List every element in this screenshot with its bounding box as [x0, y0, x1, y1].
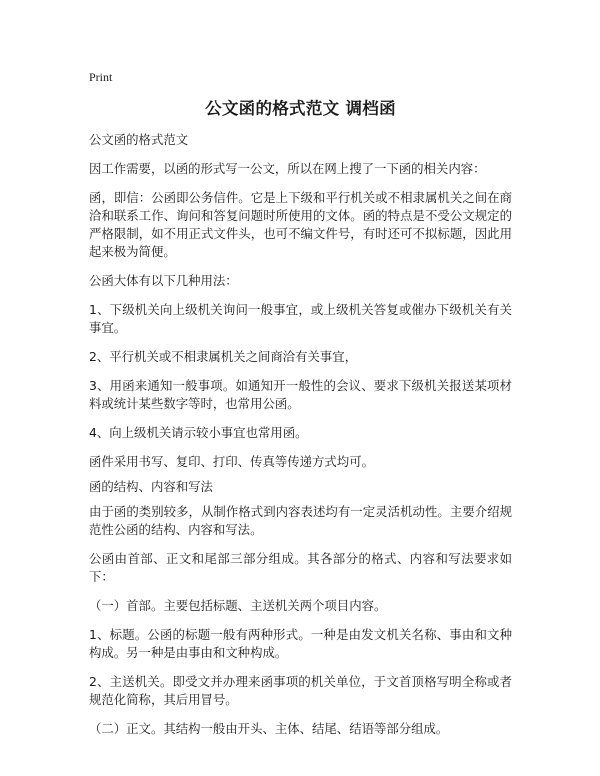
document-title: 公文函的格式范文 调档函: [205, 99, 396, 118]
paragraph-usage-2: 2、平行机关或不相隶属机关之间商洽有关事宜，: [89, 349, 358, 364]
paragraph-usage-heading: 公函大体有以下几种用法：: [89, 273, 238, 288]
paragraph-recipient-item: 2、主送机关。即受文并办理来函事项的机关单位，于文首顶格写明全称或者规范化简称，其后用冒号。: [89, 674, 512, 707]
print-label: Print: [89, 70, 113, 84]
paragraph-subtitle: 公文函的格式范文: [89, 132, 189, 147]
paragraph-header-section: （一）首部。主要包括标题、主送机关两个项目内容。: [89, 598, 387, 613]
paragraph-usage-4: 4、向上级机关请示较小事宜也常用函。: [89, 425, 308, 440]
paragraph-usage-3: 3、用函来通知一般事项。如通知开一般性的会议、要求下级机关报送某项材料或统计某些数字等时，也常用公函。: [89, 378, 512, 411]
paragraph-composition: 公函由首部、正文和尾部三部分组成。其各部分的格式、内容和写法要求如下：: [89, 551, 512, 584]
paragraph-structure-intro: 由于函的类别较多，从制作格式到内容表述均有一定灵活机动性。主要介绍规范性公函的结构、内容和写法。: [89, 504, 512, 537]
paragraph-intro: 因工作需要，以函的形式写一公文，所以在网上搜了一下函的相关内容：: [89, 161, 486, 176]
paragraph-structure-heading: 函的结构、内容和写法: [89, 479, 213, 494]
paragraph-body-section: （二）正文。其结构一般由开头、主体、结尾、结语等部分组成。: [89, 721, 449, 736]
paragraph-usage-1: 1、下级机关向上级机关询问一般事宜，或上级机关答复或催办下级机关有关事宜。: [89, 302, 512, 335]
paragraph-transmission: 函件采用书写、复印、打印、传真等传递方式均可。: [89, 454, 374, 469]
paragraph-title-item: 1、标题。公函的标题一般有两种形式。一种是由发文机关名称、事由和文种构成。另一种是由事由和文种构成。: [89, 627, 512, 660]
paragraph-definition: 函，即信：公函即公务信件。它是上下级和平行机关或不相隶属机关之间在商洽和联系工作、询问和答复问题时所使用的文体。函的特点是不受公文规定的严格限制，如不用正式文件头，也可不编文件号，有时还可不拟标题，因此用起来极为简便。: [89, 190, 512, 259]
